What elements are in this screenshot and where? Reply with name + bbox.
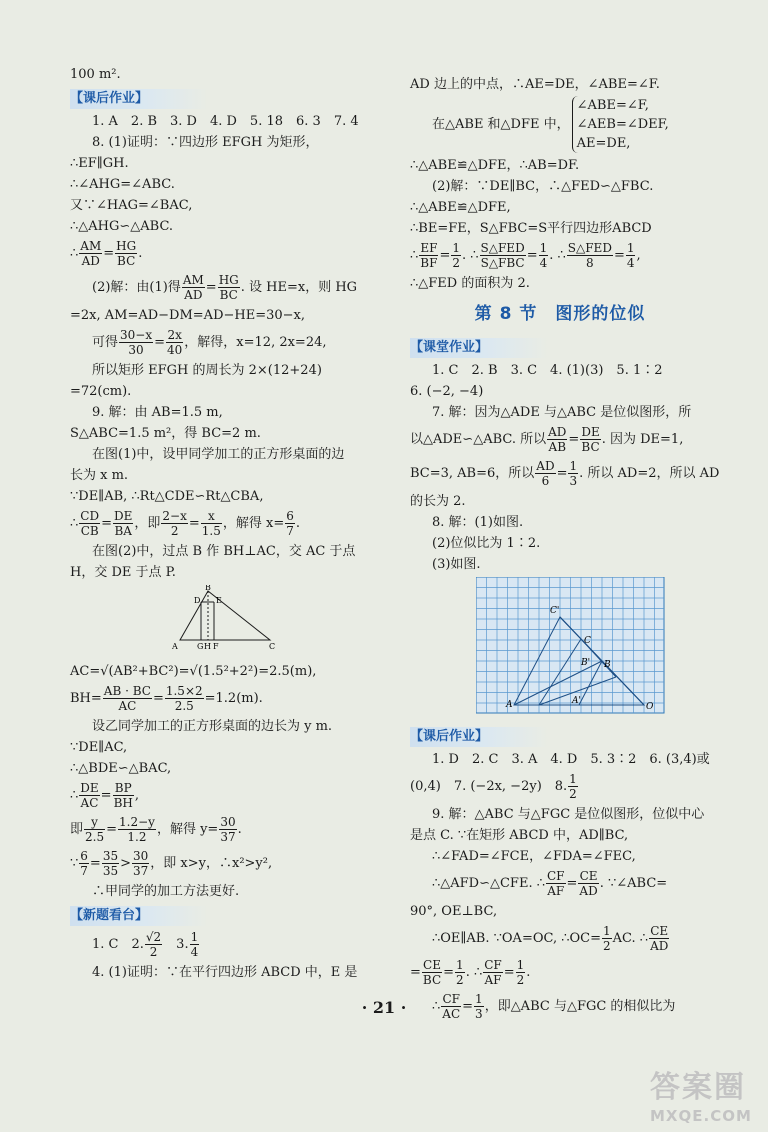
denominator: AD <box>579 884 598 898</box>
text: ，解得 x= <box>222 516 285 531</box>
denominator: 7 <box>80 864 88 878</box>
denominator: AB <box>548 440 567 454</box>
section-header: 【课堂作业】 <box>410 338 548 358</box>
text: = <box>100 788 112 803</box>
text-line: 6. (−2, −4) <box>410 384 484 399</box>
formula-line <box>410 457 720 491</box>
numerator: S△FED <box>480 241 525 255</box>
label-F: F <box>213 642 219 651</box>
text-line: (2)位似比为 1∶2. <box>432 536 541 551</box>
denominator: 2.5 <box>85 830 105 844</box>
fraction <box>161 509 187 538</box>
denominator: 2 <box>516 973 525 987</box>
numerator: 1 <box>475 992 483 1006</box>
fraction <box>568 459 578 488</box>
fraction <box>113 509 133 538</box>
numerator: 1.2−y <box>119 815 155 829</box>
fraction <box>580 425 600 454</box>
label-A: A <box>172 642 178 651</box>
left-column <box>70 64 388 983</box>
numerator: DE <box>80 781 99 795</box>
formula-line <box>410 922 710 956</box>
text-line: 9. 解：△ABC 与△FGC 是位似图形，位似中心 <box>432 807 705 822</box>
numerator: x <box>201 509 222 524</box>
numerator: CE <box>579 869 598 883</box>
numerator: √2 <box>145 930 162 944</box>
numerator: CE <box>423 958 441 972</box>
text-line: 在图(1)中，设甲同学加工的正方形桌面的边 <box>92 447 345 462</box>
numerator: 6 <box>286 509 294 523</box>
text: = <box>556 466 568 481</box>
grid-figure <box>476 577 666 715</box>
fraction <box>218 273 240 302</box>
label-H: H <box>204 642 211 651</box>
denominator: 2 <box>452 256 460 270</box>
fraction <box>84 815 105 844</box>
numerator: S△FED <box>567 241 612 255</box>
formula-line <box>70 928 388 962</box>
formula-line <box>410 867 710 901</box>
fraction <box>422 958 442 987</box>
denominator: 37 <box>133 864 149 878</box>
text: . <box>526 965 531 980</box>
text: ∴ <box>410 248 419 263</box>
fraction <box>79 239 102 268</box>
numerator: AD <box>548 425 567 439</box>
denominator: BC <box>581 440 600 454</box>
numerator: 1 <box>603 924 611 938</box>
watermark-url: MXQE.COM <box>650 1107 752 1125</box>
text: ∴ <box>432 999 441 1014</box>
text: = <box>152 691 164 706</box>
fraction <box>132 849 149 878</box>
numerator: EF <box>420 241 438 255</box>
text: =1.2(m). <box>204 691 263 706</box>
fraction <box>201 509 222 538</box>
numerator: DE <box>581 425 600 439</box>
fraction <box>79 781 99 810</box>
text-line: 的长为 2. <box>410 494 466 509</box>
text: = <box>106 822 118 837</box>
text: ∴△AFD∽△CFE. ∴ <box>432 876 545 891</box>
numerator: CF <box>484 958 502 972</box>
numerator: 1 <box>626 241 635 255</box>
denominator: 2.5 <box>174 699 194 713</box>
numerator: 2x <box>167 328 182 342</box>
label-A: A <box>506 700 513 710</box>
text-line: 90°, OE⊥BC, <box>410 904 498 919</box>
page-number: · 21 · <box>361 998 407 1017</box>
text: (0,4) 7. (−2x, −2y) 8. <box>410 779 568 794</box>
text: = <box>526 248 538 263</box>
denominator: 2 <box>603 939 611 953</box>
formula-line <box>70 779 388 813</box>
text-line: ∴BE=FE，S△FBC=S平行四边形ABCD <box>410 221 652 236</box>
text: 在△ABE 和△DFE 中， <box>432 117 570 132</box>
denominator: 1.2 <box>127 830 147 844</box>
numerator: AM <box>80 239 102 253</box>
fraction <box>578 869 598 898</box>
denominator: 37 <box>220 830 236 844</box>
formula-line <box>410 423 710 457</box>
fraction <box>649 924 669 953</box>
denominator: CB <box>80 524 99 538</box>
text-line: ∴甲同学的加工方法更好. <box>92 884 240 899</box>
fraction <box>166 328 183 357</box>
denominator: AF <box>547 884 565 898</box>
numerator: 30−x <box>120 328 153 342</box>
text: . <box>295 516 301 531</box>
text: = <box>410 965 421 980</box>
text: . <box>237 822 242 837</box>
section-header: 【新题看台】 <box>70 906 208 926</box>
formula-line <box>70 237 388 271</box>
numerator: DE <box>114 509 133 523</box>
numerator: AD <box>536 459 555 473</box>
label-B: B <box>205 585 211 592</box>
fraction <box>103 684 152 713</box>
fraction <box>547 425 567 454</box>
text: , <box>134 788 140 803</box>
text-line: =72(cm). <box>70 384 132 399</box>
numerator: HG <box>116 239 137 253</box>
denominator: AD <box>184 288 203 302</box>
text: = <box>154 335 166 350</box>
denominator: 1.5 <box>201 524 221 538</box>
text: BC=3, AB=6，所以 <box>410 466 535 481</box>
numerator: 2−x <box>162 509 187 523</box>
fraction <box>455 958 465 987</box>
text: ∴ <box>70 788 79 803</box>
text: 即 <box>70 822 84 837</box>
fraction <box>115 239 137 268</box>
text: 可得 <box>92 335 119 350</box>
text: AC. ∴ <box>612 931 649 946</box>
fraction <box>419 241 438 270</box>
condition: ∠AEB=∠DEF, <box>576 117 669 132</box>
text-line: (3)如图. <box>432 557 481 572</box>
text: ∴ <box>70 516 79 531</box>
formula-line <box>410 770 710 804</box>
text: = <box>188 516 200 531</box>
section-header: 【课后作业】 <box>410 727 548 747</box>
text: ∵ <box>70 856 79 871</box>
label-C: C <box>584 636 591 646</box>
text: 1. C 2. <box>92 937 144 952</box>
text: = <box>101 516 112 531</box>
denominator: 4 <box>539 256 548 270</box>
fraction <box>602 924 612 953</box>
text: . <box>138 246 143 261</box>
numerator: CE <box>650 924 669 938</box>
formula-line <box>70 813 388 847</box>
text: ∴OE∥AB. ∵OA=OC, ∴OC= <box>432 931 602 946</box>
condition: AE=DE, <box>576 136 631 151</box>
denominator: BC <box>422 973 442 987</box>
text: = <box>503 965 515 980</box>
text: ，即△ABC 与△FGC 的相似比为 <box>484 999 676 1014</box>
fraction <box>145 930 162 959</box>
text-line: ∴△FED 的面积为 2. <box>410 276 530 291</box>
text-line: AD 边上的中点，∴AE=DE，∠ABE=∠F. <box>410 77 660 92</box>
numerator: BP <box>113 781 134 796</box>
fraction <box>219 815 236 844</box>
text-line: =2x, AM=AD−DM=AD−HE=30−x, <box>70 308 306 323</box>
text: , <box>636 248 641 263</box>
fraction <box>118 815 156 844</box>
text-line: 4. (1)证明：∵在平行四边形 ABCD 中，E 是 <box>92 965 358 980</box>
formula-line <box>410 956 710 990</box>
text-line: ∴△AHG∽△ABC. <box>70 219 174 234</box>
fraction <box>285 509 295 538</box>
watermark-text: 答案圈 <box>650 1070 746 1105</box>
denominator: 3 <box>475 1007 483 1021</box>
fraction <box>535 459 555 488</box>
numerator: 30 <box>220 815 236 829</box>
fraction <box>451 241 461 270</box>
text-line: 9. 解：由 AB=1.5 m, <box>92 405 223 420</box>
formula-line <box>70 847 388 881</box>
numerator: 1 <box>452 241 460 255</box>
numerator: 30 <box>133 849 149 863</box>
numerator: CF <box>442 992 460 1006</box>
text: BH= <box>70 691 102 706</box>
text-line: ∴EF∥GH. <box>70 156 129 171</box>
watermark-logo <box>650 1070 768 1132</box>
text: . 所以 AD=2，所以 AD <box>579 466 720 481</box>
label-G: G <box>197 642 204 651</box>
numerator: 6 <box>80 849 88 863</box>
fraction <box>113 781 134 810</box>
fraction <box>568 772 578 801</box>
fraction <box>480 241 526 270</box>
text-line: ∴△ABE≌△DFE，∴AB=DF. <box>410 158 580 173</box>
fraction <box>165 684 204 713</box>
numerator: 1 <box>456 958 464 972</box>
text: . 因为 DE=1, <box>601 432 684 447</box>
text-line: 设乙同学加工的正方形桌面的边长为 y m. <box>92 719 333 734</box>
section-title: 第 8 节 图形的位似 <box>474 304 646 324</box>
numerator: 1 <box>539 241 548 255</box>
formula-line <box>410 239 710 273</box>
text-line: ∵DE∥AB, ∴Rt△CDE∽Rt△CBA, <box>70 489 264 504</box>
formula-line <box>70 271 388 305</box>
text-line: (2)解：∵DE∥BC，∴△FED∽△FBC. <box>432 179 654 194</box>
denominator: AD <box>81 254 100 268</box>
numerator: 1.5×2 <box>165 684 203 698</box>
text: = <box>568 432 580 447</box>
condition: ∠ABE=∠F, <box>576 98 649 113</box>
label-E: E <box>216 596 222 605</box>
text-line: ∴△ABE≌△DFE, <box>410 200 511 215</box>
text-line: ∴∠FAD=∠FCE，∠FDA=∠FEC, <box>432 849 636 864</box>
fraction <box>79 509 100 538</box>
denominator: AD <box>650 939 669 953</box>
text: ，即 <box>134 516 161 531</box>
text-line: 又∵∠HAG=∠BAC, <box>70 198 193 213</box>
text-line: AC=√(AB²+BC²)=√(1.5²+2²)=2.5(m), <box>70 664 317 679</box>
denominator: 4 <box>190 945 199 959</box>
denominator: 4 <box>626 256 635 270</box>
numerator: 1 <box>569 459 578 473</box>
text: = <box>439 248 451 263</box>
answer-line: 1. D 2. C 3. A 4. D 5. 3∶2 6. (3,4)或 <box>432 752 710 767</box>
triangle-figure <box>170 585 280 653</box>
denominator: 40 <box>167 343 183 357</box>
label-D: D <box>194 596 201 605</box>
numerator: 1 <box>569 772 577 786</box>
numerator: AM <box>182 273 204 287</box>
text-line: 100 m². <box>70 67 121 82</box>
text-line: 在图(2)中，过点 B 作 BH⊥AC，交 AC 于点 <box>92 544 356 559</box>
fraction <box>182 273 205 302</box>
fraction <box>119 328 153 357</box>
right-column <box>410 74 720 1024</box>
fraction <box>102 849 119 878</box>
text: ∴ <box>70 246 79 261</box>
denominator: 2 <box>569 787 577 801</box>
formula-line <box>70 682 388 716</box>
text: = <box>89 856 101 871</box>
label-B: B <box>604 660 611 670</box>
denominator: 2 <box>456 973 464 987</box>
denominator: 3 <box>569 474 578 488</box>
denominator: 2 <box>149 945 158 959</box>
text: . ∴ <box>549 248 566 263</box>
text: . ∵∠ABC= <box>599 876 668 891</box>
text-line: H，交 DE 于点 P. <box>70 565 176 580</box>
label-A1: A' <box>572 696 581 706</box>
formula-line <box>70 507 388 541</box>
fraction <box>516 958 526 987</box>
label-C: C <box>269 642 276 651</box>
system-line <box>410 95 710 155</box>
text: 3. <box>163 937 189 952</box>
fraction <box>79 849 89 878</box>
text: = <box>613 248 625 263</box>
text: = <box>205 280 217 295</box>
label-B1: B' <box>581 658 591 668</box>
denominator: BC <box>117 254 136 268</box>
denominator: AC <box>118 699 137 713</box>
formula-line <box>70 326 388 360</box>
numerator: HG <box>218 273 239 287</box>
denominator: S△FBC <box>480 256 525 270</box>
denominator: AC <box>80 796 99 810</box>
text-line: 8. 解：(1)如图. <box>432 515 524 530</box>
text: 以△ADE∽△ABC. 所以 <box>410 432 547 447</box>
label-O: O <box>646 702 654 712</box>
text-line: ∴∠AHG=∠ABC. <box>70 177 175 192</box>
fraction <box>546 869 566 898</box>
fraction <box>190 930 200 959</box>
label-C1: C' <box>550 606 560 616</box>
numerator: 1 <box>190 930 199 944</box>
answer-line: 1. C 2. B 3. C 4. (1)(3) 5. 1∶2 <box>432 363 663 378</box>
text-line: ∴△BDE∽△BAC, <box>70 761 172 776</box>
text: . ∴ <box>461 248 479 263</box>
section-header: 【课后作业】 <box>70 89 208 109</box>
denominator: AF <box>484 973 502 987</box>
fraction <box>567 241 613 270</box>
answer-line: 1. A 2. B 3. D 4. D 5. 18 6. 3 7. 4 <box>92 114 359 129</box>
denominator: 8 <box>586 256 594 270</box>
denominator: BC <box>219 288 238 302</box>
text: ，即 x>y，∴x²>y², <box>150 856 273 871</box>
denominator: 7 <box>286 524 294 538</box>
fraction <box>483 958 503 987</box>
numerator: AB · BC <box>103 684 151 698</box>
numerator: CF <box>546 869 565 883</box>
text: = <box>103 246 115 261</box>
denominator: BH <box>113 796 133 810</box>
text-line: 长为 x m. <box>70 468 129 483</box>
text: . ∴ <box>465 965 483 980</box>
text: = <box>443 965 455 980</box>
text: = <box>462 999 474 1014</box>
numerator: 35 <box>102 849 119 863</box>
numerator: y <box>84 815 105 830</box>
text-line: 7. 解：因为△ADE 与△ABC 是位似图形，所 <box>432 405 692 420</box>
text: ，解得，x=12, 2x=24, <box>184 335 327 350</box>
text: = <box>566 876 578 891</box>
denominator: 2 <box>170 524 179 538</box>
text-line: S△ABC=1.5 m²，得 BC=2 m. <box>70 426 261 441</box>
denominator: 6 <box>541 474 550 488</box>
text-line: 是点 C. ∵在矩形 ABCD 中，AD∥BC, <box>410 828 629 843</box>
fraction <box>539 241 549 270</box>
numerator: CD <box>80 509 100 523</box>
brace-system <box>572 96 669 153</box>
text-line: ∵DE∥AC, <box>70 740 128 755</box>
denominator: BF <box>420 256 438 270</box>
denominator: BA <box>114 524 132 538</box>
text: ，解得 y= <box>156 822 219 837</box>
denominator: 35 <box>102 864 119 878</box>
denominator: AC <box>442 1007 461 1021</box>
text: > <box>120 856 132 871</box>
fraction <box>626 241 636 270</box>
denominator: 30 <box>128 343 144 357</box>
text: (2)解：由(1)得 <box>92 280 181 295</box>
numerator: 1 <box>516 958 525 972</box>
text-line: 8. (1)证明：∵四边形 EFGH 为矩形， <box>92 135 319 150</box>
text-line: 所以矩形 EFGH 的周长为 2×(12+24) <box>92 363 322 378</box>
text: . 设 HE=x，则 HG <box>240 280 358 295</box>
